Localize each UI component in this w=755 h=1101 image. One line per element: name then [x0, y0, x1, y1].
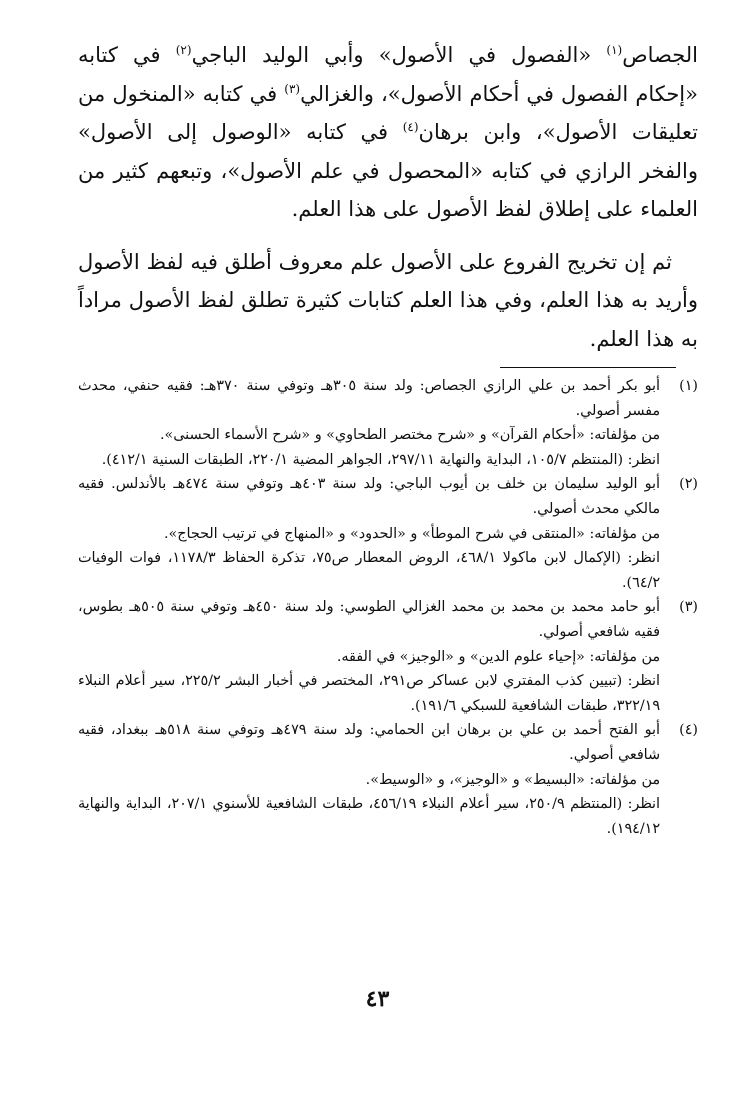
text-run: «الفصول في الأصول» وأبي الوليد الباجي [191, 43, 607, 67]
footnote-bio: أبو الفتح أحمد بن علي بن برهان ابن الحمامي: ولد سنة ٤٧٩هـ وتوفي سنة ٥١٨هـ ببغداد، فقيه شافعي أصولي. [78, 722, 660, 763]
footnote-4 [78, 718, 698, 841]
text-run: الجصاص [622, 43, 698, 67]
text-run: في كتابه «إحكام الفصول في أحكام الأصول»، والغزالي [78, 43, 698, 106]
footnotes [78, 374, 698, 841]
footnote-works: من مؤلفاته: «أحكام القرآن» و «شرح مختصر الطحاوي» و «شرح الأسماء الحسنى». [159, 427, 660, 444]
main-text [78, 36, 698, 358]
footnote-works: من مؤلفاته: «المنتقى في شرح الموطأ» و «الحدود» و «المنهاج في ترتيب الحجاج». [163, 525, 660, 542]
text-run: في كتابه «المنخول من تعليقات الأصول»، وابن برهان [78, 81, 698, 144]
footnote-refs: انظر: (الإكمال لابن ماكولا ٤٦٨/١، الروض المعطار ص٧٥، تذكرة الحفاظ ١١٧٨/٣، فوات الوفيات ٦٤/٢). [78, 550, 660, 591]
footnote-ref-3[interactable]: (٣) [284, 81, 301, 96]
text-run: في كتابه «الوصول إلى الأصول» والفخر الرازي في كتابه «المحصول في علم الأصول»، وتبعهم كثير من العلماء على إطلاق لفظ الأصول على هذا العلم. [78, 120, 698, 221]
footnote-ref-1[interactable]: (١) [606, 43, 623, 57]
footnote-number: (٣) [679, 599, 698, 616]
footnote-2 [78, 472, 698, 595]
footnote-ref-2[interactable]: (٢) [175, 43, 192, 57]
paragraph-2: ثم إن تخريج الفروع على الأصول علم معروف أطلق فيه لفظ الأصول وأريد به هذا العلم، وفي هذا العلم كتابات كثيرة تطلق لفظ الأصول مراداً به هذا العلم. [78, 249, 698, 351]
footnote-ref-4[interactable]: (٤) [402, 120, 419, 134]
footnote-number: (٤) [679, 722, 698, 739]
footnote-refs: انظر: (المنتظم ١٠٥/٧، البداية والنهاية ٢٩٧/١١، الجواهر المضية ٢٢٠/١، الطبقات السنية ٤١٢/١). [101, 451, 660, 468]
footnote-1 [78, 374, 698, 472]
footnote-bio: أبو حامد محمد بن محمد بن محمد الغزالي الطوسي: ولد سنة ٤٥٠هـ وتوفي سنة ٥٠٥هـ بطوس، فقيه شافعي أصولي. [78, 599, 661, 640]
page-number: ٤٣ [365, 986, 390, 1012]
footnote-number: (٢) [679, 476, 698, 493]
footnote-3 [78, 595, 698, 718]
footnote-refs: انظر: (تبيين كذب المفتري لابن عساكر ص٢٩١، المختصر في أخبار البشر ٢٢٥/٢، سير أعلام النبلاء ٣٢٢/١٩، طبقات الشافعية للسبكي ١٩١/٦). [78, 673, 660, 714]
footnote-bio: أبو بكر أحمد بن علي الرازي الجصاص: ولد سنة ٣٠٥هـ وتوفي سنة ٣٧٠هـ: فقيه حنفي، محدث مفسر أصولي. [78, 378, 660, 419]
footnote-works: من مؤلفاته: «إحياء علوم الدين» و «الوجيز» في الفقه. [336, 648, 660, 665]
footnote-refs: انظر: (المنتظم ٢٥٠/٩، سير أعلام النبلاء ٤٥٦/١٩، طبقات الشافعية للأسنوي ٢٠٧/١، البداية والنهاية ١٩٤/١٢). [78, 796, 660, 837]
footnote-bio: أبو الوليد سليمان بن خلف بن أيوب الباجي: ولد سنة ٤٠٣هـ وتوفي سنة ٤٧٤هـ بالأندلس. فقيه مالكي محدث أصولي. [78, 476, 660, 517]
footnote-works: من مؤلفاته: «البسيط» و «الوجيز»، و «الوسيط». [365, 771, 660, 788]
footnote-separator [500, 367, 676, 368]
footnote-number: (١) [679, 378, 698, 394]
paragraph-1 [78, 36, 698, 229]
